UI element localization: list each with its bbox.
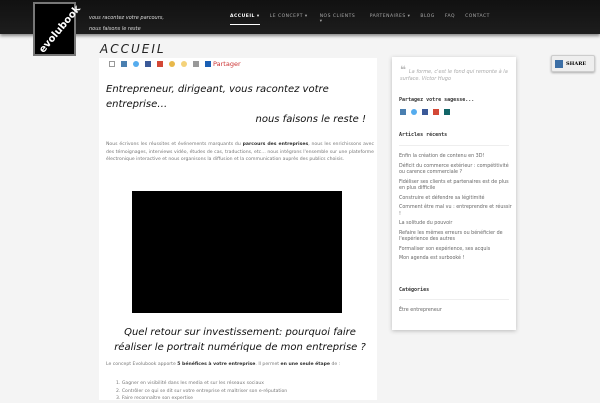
intro-paragraph: Nous écrivons les réussites et événements marquants du parcours des entreprises, nous les enrichissons avec des témoignages, interviews vidéo, études de cas, traductions, etc… nous intégrons l'ensemble sur une plateforme électronique interactive et nous organisons la diffusion et la communication auprès des publics choisis. — [106, 142, 374, 162]
article-link[interactable]: Comment être mal vu : entreprendre et réussir ! — [399, 205, 512, 217]
logo[interactable]: evolubook — [33, 2, 76, 56]
google-plus-icon[interactable] — [157, 61, 163, 67]
intro-heading: Entrepreneur, dirigeant, vous racontez votre entreprise… nous faisons le reste ! — [106, 84, 366, 125]
recent-articles-heading: Articles récents — [399, 132, 448, 138]
nav-faq[interactable]: FAQ — [444, 14, 456, 19]
twitter-icon[interactable] — [411, 109, 417, 115]
article-link[interactable]: La solitude du pouvoir — [399, 221, 453, 226]
share-icon — [555, 60, 563, 68]
nav-blog[interactable]: BLOG — [420, 14, 435, 19]
quote-icon: ❝ — [400, 65, 406, 76]
main-content — [99, 58, 377, 400]
recent-articles-list — [399, 154, 513, 266]
page-title: ACCUEIL — [100, 42, 166, 56]
share-link[interactable]: Partager — [205, 60, 241, 68]
article-link[interactable]: Refaire les mêmes erreurs ou bénéficier de l'expérience des autres — [399, 230, 503, 242]
twitter-icon[interactable] — [133, 61, 139, 67]
xing-icon[interactable] — [444, 109, 450, 115]
print-icon[interactable] — [193, 61, 199, 67]
linkedin-icon[interactable] — [400, 109, 406, 115]
nav-le-concept[interactable]: LE CONCEPT ▾ — [269, 14, 308, 19]
share-button[interactable]: SHARE — [551, 55, 595, 72]
list-item: 1. Gagner en visibilité dans les media et sur les réseaux sociaux — [116, 381, 265, 386]
divider — [399, 145, 509, 146]
nav-contact[interactable]: CONTACT — [465, 14, 490, 19]
wisdom-share-icons — [400, 109, 450, 115]
google-plus-icon[interactable] — [433, 109, 439, 115]
article-link[interactable]: Fidéliser ses clients et partenaires est de plus en plus difficile — [399, 179, 509, 191]
share-icon — [205, 61, 211, 67]
share-toolbar — [109, 60, 241, 68]
share-heading: Partagez votre sagesse... — [399, 97, 475, 103]
article-link[interactable]: Enfin la création de contenu en 3D! — [399, 154, 485, 159]
email-icon[interactable] — [109, 61, 115, 67]
category-link[interactable]: Être entrepreneur — [399, 308, 442, 313]
tagline: vous racontez votre parcours, — [89, 15, 164, 21]
video-player[interactable] — [132, 191, 342, 313]
tagline: nous faisons le reste — [89, 26, 141, 32]
main-nav — [230, 14, 490, 25]
categories-heading: Catégories — [399, 287, 430, 293]
nav-partenaires[interactable]: PARTENAIRES ▾ — [369, 14, 411, 19]
article-link[interactable]: Déficit du commerce extérieur : compétitivité ou carence commerciale ? — [399, 163, 509, 175]
list-item: 2. Contrôler ce qui se dit sur votre entreprise et maîtriser son e-réputation — [116, 388, 288, 394]
article-link[interactable]: Formaliser son expérience, ses acquis — [399, 246, 491, 252]
nav-nos-clients[interactable]: NOS CLIENTS ▾ — [319, 14, 356, 24]
linkedin-icon[interactable] — [121, 61, 127, 67]
header — [0, 0, 600, 34]
benefits-list — [116, 380, 287, 403]
quote: ❝ La forme, c'est le fond qui remonte à la surface. Victor Hugo — [400, 65, 508, 82]
divider — [399, 299, 509, 300]
sidebar — [392, 57, 516, 330]
facebook-icon[interactable] — [145, 61, 151, 67]
article-link[interactable]: Mon agenda est surbooké ! — [399, 256, 465, 261]
facebook-icon[interactable] — [422, 109, 428, 115]
article-link[interactable]: Construire et défendre sa légitimité — [399, 195, 485, 201]
list-item: 3. Faire reconnaître son expertise — [116, 396, 193, 401]
nav-accueil[interactable]: ACCUEIL ▾ — [230, 14, 260, 25]
bookmark-icon[interactable] — [169, 61, 175, 67]
benefits-paragraph: Le concept Evolubook apporte 5 bénéfices à votre entreprise. Il permet en une seule étape de : — [106, 362, 341, 367]
plus-icon[interactable] — [181, 61, 187, 67]
roi-heading: Quel retour sur investissement: pourquoi faire réaliser le portrait numérique de mon entreprise ? — [114, 327, 366, 353]
